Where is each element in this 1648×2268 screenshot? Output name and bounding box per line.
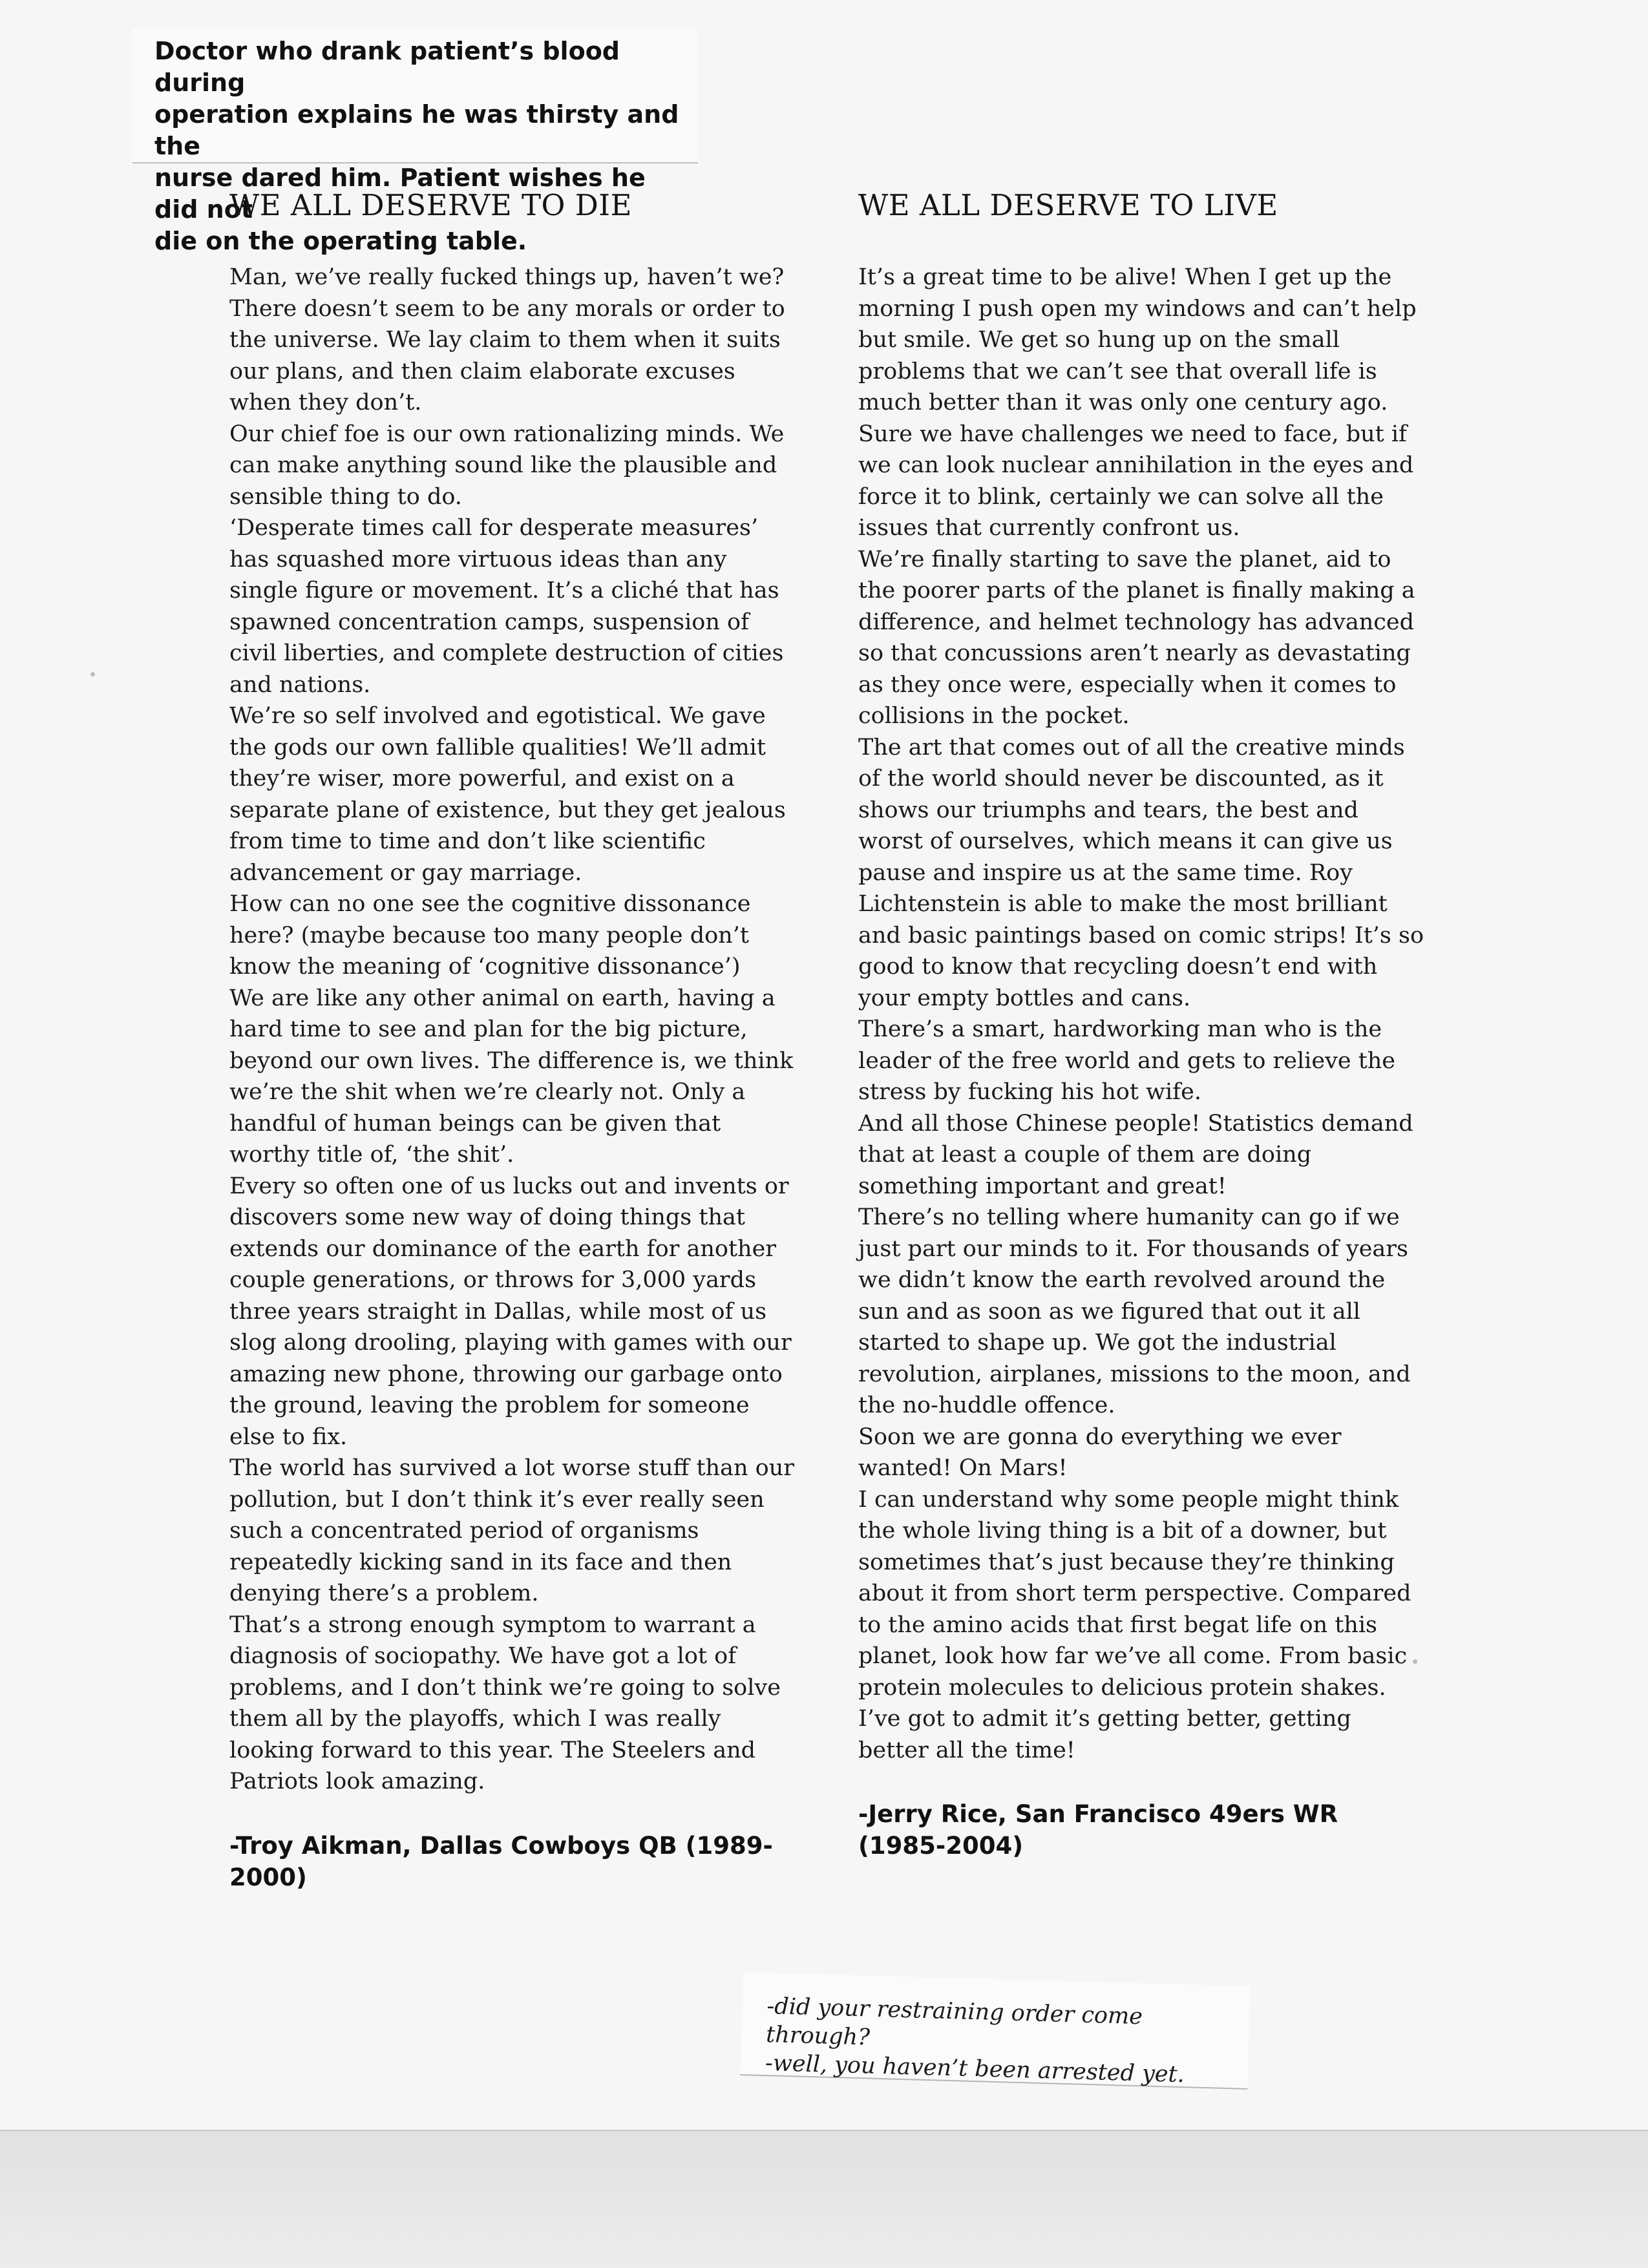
scanner-bed [0,2131,1648,2268]
paragraph: Man, we’ve really fucked things up, haven’t we? [229,264,785,290]
paragraph: How can no one see the cognitive dissonance here? (maybe because too many people don’t know the meaning of ‘cognitive dissonance’) [229,891,751,980]
paragraph: There’s no telling where humanity can go if we just part our minds to it. For thousands of years we didn’t know the earth revolved around the sun and as soon as we figured that out it all started to shape up. We got the industrial revolution, airplanes, missions to the moon, and the no-huddle offence. [858,1204,1411,1418]
right-column [858,187,1427,1862]
paragraph: I can understand why some people might think the whole living thing is a bit of a downer, but sometimes that’s just because they’re thinking about it from short term perspective. Compared to the amino acids that first begat life on this planet, look how far we’ve all come. From basic protein molecules to delicious protein shakes. [858,1486,1411,1701]
paragraph: There doesn’t seem to be any morals or order to the universe. We lay claim to them when it suits our plans, and then claim elaborate excuses when they don’t. [229,295,785,415]
paragraph: We are like any other animal on earth, having a hard time to see and plan for the big picture, beyond our own lives. The difference is, we think we’re the shit when we’re clearly not. Only a handful of human beings can be given that worthy title of, ‘the shit’. [229,985,794,1168]
paragraph: There’s a smart, hardworking man who is the leader of the free world and gets to relieve the stress by fucking his hot wife. [858,1016,1396,1105]
paragraph: It’s a great time to be alive! When I get up the morning I push open my windows and can’t help but smile. We get so hung up on the small problems that we can’t see that overall life is much better than it was only one century ago. Sure we have challenges we need to face, but if we can look nuclear annihilation in the eyes and force it to blink, certainly we can solve all the issues that currently confront us. [858,264,1417,541]
paragraph: That’s a strong enough symptom to warrant a diagnosis of sociopathy. We have got a lot of problems, and I don’t think we’re going to solve them all by the playoffs, which I was really looking forward to this year. The Steelers and Patriots look amazing. [229,1612,781,1794]
dialogue-clipping [741,1972,1251,2090]
paragraph: ‘Desperate times call for desperate measures’ has squashed more virtuous ideas than any single figure or movement. It’s a cliché that has spawned concentration camps, suspension of civil liberties, and complete destruction of cities and nations. [229,515,784,698]
paragraph: Our chief foe is our own rationalizing minds. We can make anything sound like the plausible and sensible thing to do. [229,421,785,510]
clipping-line: nurse dared him. Patient wishes he did not [154,163,646,224]
paragraph: Soon we are gonna do everything we ever wanted! On Mars! [858,1423,1342,1481]
left-signature: -Troy Aikman, Dallas Cowboys QB (1989-2000) [229,1831,773,1891]
clipping-line: -did your restraining order come through? [765,1993,1143,2051]
clipping-line: die on the operating table. [154,227,527,255]
paragraph: Every so often one of us lucks out and invents or discovers some new way of doing things that extends our dominance of the earth for another couple generations, or throws for 3,000 yards three years straight in Dallas, while most of us slog along drooling, playing with games with our amazing new phone, throwing our garbage onto the ground, leaving the problem for someone else to fix. [229,1173,792,1450]
paragraph: The world has survived a lot worse stuff than our pollution, but I don’t think it’s ever really seen such a concentrated period of organisms repeatedly kicking sand in its face and then denying there’s a problem. [229,1455,794,1606]
clipping-line: Doctor who drank patient’s blood during [154,37,620,97]
paragraph: I’ve got to admit it’s getting better, getting better all the time! [858,1706,1351,1763]
paragraph: We’re finally starting to save the planet, aid to the poorer parts of the planet is finally making a difference, and helmet technology has advanced so that concussions aren’t nearly as devastating as they once were, especially when it comes to collisions in the pocket. [858,546,1415,729]
left-column-title: WE ALL DESERVE TO DIE [229,188,632,222]
left-column [229,187,795,1893]
paragraph: The art that comes out of all the creative minds of the world should never be discounted, as it shows our triumphs and tears, the best and worst of ourselves, which means it can give us pause and inspire us at the same time. Roy Lichtenstein is able to make the most brilliant and basic paintings based on comic strips! It’s so good to know that recycling doesn’t end with your empty bottles and cans. [858,734,1424,1011]
paragraph: And all those Chinese people! Statistics demand that at least a couple of them are doing something important and great! [858,1110,1413,1199]
paper-speck [1413,1659,1417,1664]
right-signature: -Jerry Rice, San Francisco 49ers WR (1985-2004) [858,1800,1338,1860]
paper-speck [90,672,95,677]
clipping-line: -well, you haven’t been arrested yet. [765,2050,1185,2088]
clipping-line: operation explains he was thirsty and the [154,100,679,160]
paragraph: We’re so self involved and egotistical. We gave the gods our own fallible qualities! We’ll admit they’re wiser, more powerful, and exist on a separate plane of existence, but they get jealous from time to time and don’t like scientific advancement or gay marriage. [229,703,786,886]
right-column-title: WE ALL DESERVE TO LIVE [858,188,1278,222]
